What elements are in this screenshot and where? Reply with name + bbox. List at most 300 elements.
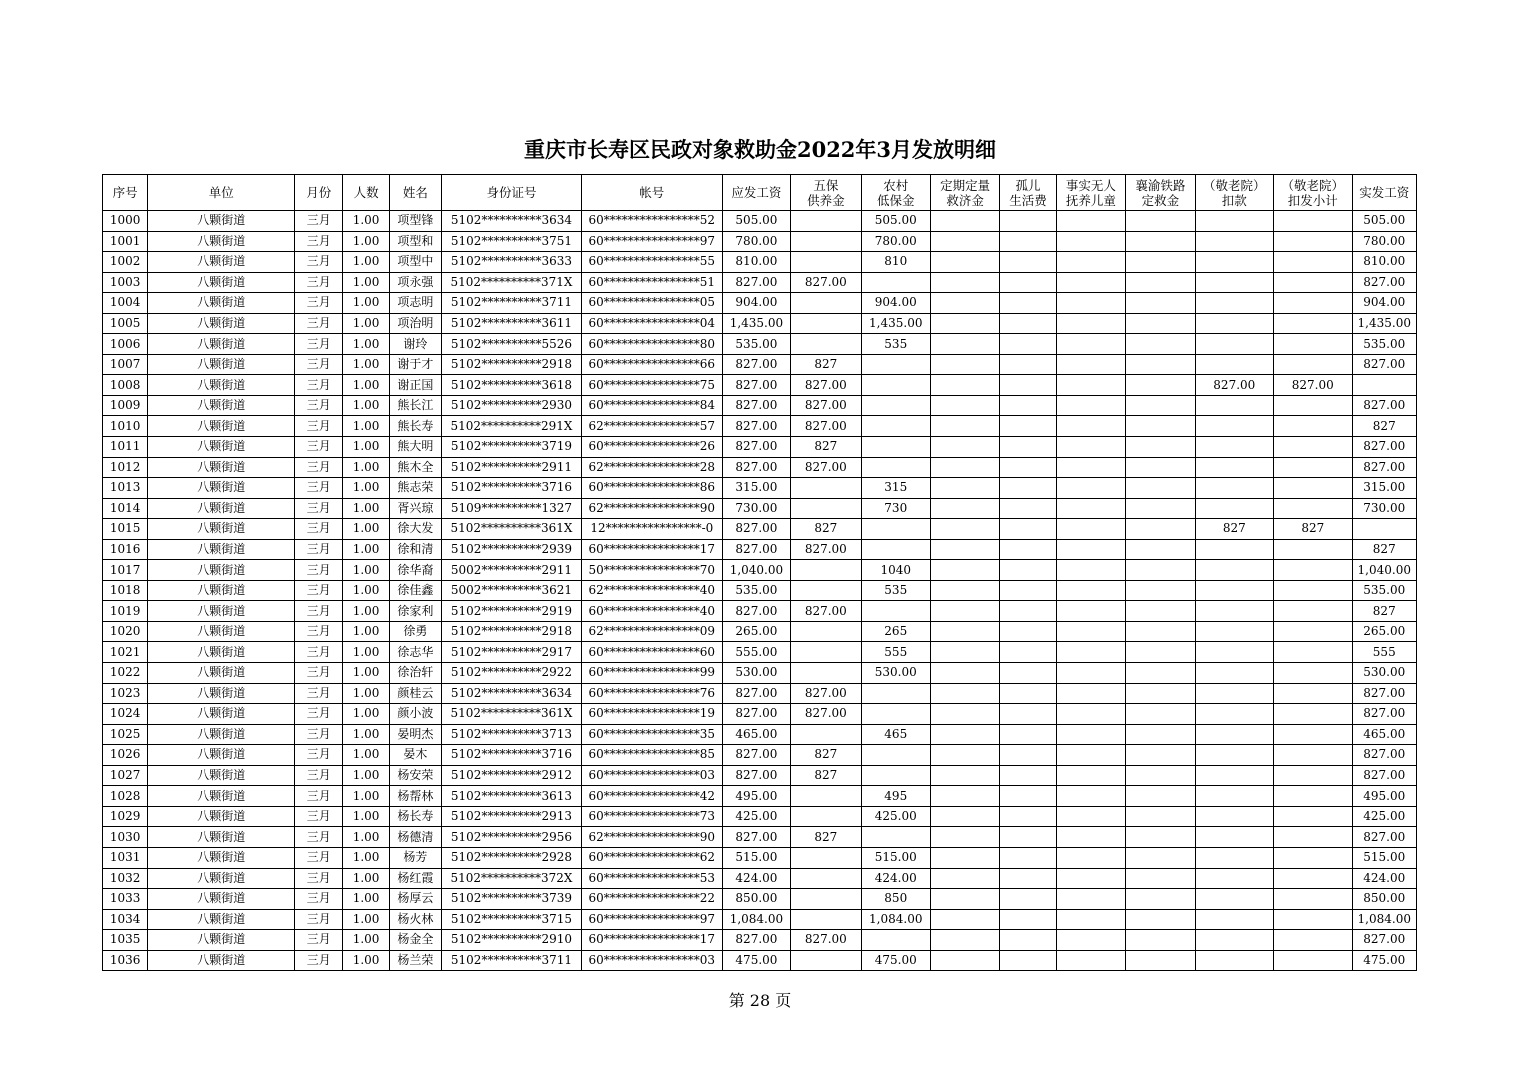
table-cell: 1007: [103, 354, 148, 375]
table-cell: 1.00: [343, 560, 389, 581]
table-cell: 八颗街道: [148, 313, 295, 334]
table-cell: 八颗街道: [148, 416, 295, 437]
table-cell: [1126, 663, 1195, 684]
table-cell: 827.00: [791, 930, 861, 951]
table-row: [103, 498, 1417, 519]
column-header: 单位: [148, 175, 295, 211]
table-cell: 1009: [103, 395, 148, 416]
table-cell: 827.00: [1352, 827, 1417, 848]
table-cell: [1000, 847, 1056, 868]
table-row: [103, 395, 1417, 416]
table-cell: [1195, 827, 1273, 848]
table-cell: [1126, 478, 1195, 499]
table-cell: [930, 601, 999, 622]
table-cell: [1000, 806, 1056, 827]
table-cell: 827.00: [1352, 437, 1417, 458]
table-cell: 1030: [103, 827, 148, 848]
table-cell: 465.00: [722, 724, 790, 745]
table-cell: [930, 621, 999, 642]
table-cell: [861, 354, 930, 375]
table-cell: 5102**********3634: [442, 683, 582, 704]
table-cell: [1274, 313, 1352, 334]
table-cell: [791, 950, 861, 971]
page-title: 重庆市长寿区民政对象救助金2022年3月发放明细: [523, 137, 997, 162]
table-cell: 827.00: [722, 745, 790, 766]
table-cell: [1195, 231, 1273, 252]
table-cell: 827.00: [791, 683, 861, 704]
table-cell: 谢正国: [389, 375, 441, 396]
column-header: 农村 低保金: [861, 175, 930, 211]
table-cell: 1026: [103, 745, 148, 766]
table-cell: [930, 313, 999, 334]
table-cell: 827.00: [791, 601, 861, 622]
table-cell: 三月: [295, 272, 343, 293]
table-cell: [1000, 745, 1056, 766]
table-cell: 三月: [295, 889, 343, 910]
table-cell: [1126, 621, 1195, 642]
table-cell: [791, 868, 861, 889]
table-cell: 60****************85: [581, 745, 722, 766]
table-row: [103, 560, 1417, 581]
table-cell: 三月: [295, 745, 343, 766]
table-cell: 530.00: [722, 663, 790, 684]
table-cell: 杨德清: [389, 827, 441, 848]
table-cell: 827: [791, 437, 861, 458]
column-header: 实发工资: [1352, 175, 1417, 211]
table-cell: [1126, 539, 1195, 560]
table-cell: [930, 272, 999, 293]
table-row: [103, 478, 1417, 499]
table-cell: 三月: [295, 313, 343, 334]
table-cell: [1195, 950, 1273, 971]
table-cell: [1000, 560, 1056, 581]
table-cell: 1.00: [343, 765, 389, 786]
column-header: 序号: [103, 175, 148, 211]
table-cell: [930, 211, 999, 232]
table-cell: 八颗街道: [148, 909, 295, 930]
table-cell: 晏木: [389, 745, 441, 766]
table-cell: 475.00: [1352, 950, 1417, 971]
table-cell: [1274, 437, 1352, 458]
table-cell: [1000, 930, 1056, 951]
table-cell: [1195, 313, 1273, 334]
table-cell: 315.00: [1352, 478, 1417, 499]
table-cell: 5102**********2910: [442, 930, 582, 951]
table-cell: 5102**********3711: [442, 950, 582, 971]
table-cell: [1195, 765, 1273, 786]
table-cell: [1195, 909, 1273, 930]
table-cell: 5102**********3613: [442, 786, 582, 807]
table-cell: [1056, 457, 1125, 478]
table-cell: 1.00: [343, 724, 389, 745]
table-cell: 827.00: [722, 519, 790, 540]
table-cell: 八颗街道: [148, 868, 295, 889]
column-header: 定期定量 救济金: [930, 175, 999, 211]
table-cell: 60****************97: [581, 231, 722, 252]
table-cell: 1000: [103, 211, 148, 232]
table-cell: [1000, 457, 1056, 478]
table-cell: 5102**********372X: [442, 868, 582, 889]
table-cell: [1000, 704, 1056, 725]
table-cell: 315: [861, 478, 930, 499]
table-cell: 60****************84: [581, 395, 722, 416]
table-cell: [1274, 539, 1352, 560]
table-cell: 1012: [103, 457, 148, 478]
table-cell: [1056, 745, 1125, 766]
table-cell: [1274, 560, 1352, 581]
table-cell: [930, 786, 999, 807]
table-cell: [1126, 375, 1195, 396]
table-cell: 827.00: [791, 395, 861, 416]
table-cell: [1274, 786, 1352, 807]
table-cell: 827.00: [1352, 354, 1417, 375]
table-cell: 颜桂云: [389, 683, 441, 704]
table-cell: 三月: [295, 457, 343, 478]
table-cell: [1126, 580, 1195, 601]
table-cell: 475.00: [722, 950, 790, 971]
table-cell: 杨安荣: [389, 765, 441, 786]
table-cell: [1126, 765, 1195, 786]
table-cell: 八颗街道: [148, 498, 295, 519]
table-cell: 465: [861, 724, 930, 745]
table-cell: 八颗街道: [148, 642, 295, 663]
table-cell: 60****************22: [581, 889, 722, 910]
table-cell: [1056, 252, 1125, 273]
table-cell: [930, 724, 999, 745]
table-cell: [1195, 601, 1273, 622]
table-cell: 535: [861, 580, 930, 601]
table-cell: 60****************03: [581, 765, 722, 786]
table-cell: 杨长寿: [389, 806, 441, 827]
table-cell: 1.00: [343, 704, 389, 725]
table-cell: [861, 539, 930, 560]
table-cell: 1.00: [343, 683, 389, 704]
table-cell: 1025: [103, 724, 148, 745]
table-cell: [1000, 334, 1056, 355]
table-cell: [1126, 909, 1195, 930]
table-cell: 827.00: [722, 765, 790, 786]
table-cell: [1000, 765, 1056, 786]
table-cell: 谢玲: [389, 334, 441, 355]
table-cell: 265.00: [1352, 621, 1417, 642]
table-cell: 1015: [103, 519, 148, 540]
table-cell: [930, 663, 999, 684]
table-cell: 60****************86: [581, 478, 722, 499]
table-cell: 315.00: [722, 478, 790, 499]
table-cell: 5102**********3633: [442, 252, 582, 273]
table-cell: [930, 539, 999, 560]
table-cell: 60****************35: [581, 724, 722, 745]
table-cell: 三月: [295, 909, 343, 930]
table-cell: 530.00: [861, 663, 930, 684]
table-cell: [1274, 457, 1352, 478]
column-header: 人数: [343, 175, 389, 211]
table-cell: 三月: [295, 704, 343, 725]
table-cell: [791, 498, 861, 519]
table-cell: [861, 930, 930, 951]
table-cell: [1000, 354, 1056, 375]
table-cell: 60****************51: [581, 272, 722, 293]
table-cell: [1000, 313, 1056, 334]
table-cell: 60****************97: [581, 909, 722, 930]
table-cell: [791, 806, 861, 827]
table-cell: [1000, 539, 1056, 560]
table-cell: [930, 704, 999, 725]
table-row: [103, 354, 1417, 375]
table-cell: 850.00: [722, 889, 790, 910]
table-cell: 780.00: [1352, 231, 1417, 252]
table-cell: [1056, 621, 1125, 642]
table-cell: 八颗街道: [148, 478, 295, 499]
table-cell: [1126, 272, 1195, 293]
table-cell: 1016: [103, 539, 148, 560]
table-row: [103, 704, 1417, 725]
table-cell: 1018: [103, 580, 148, 601]
table-cell: [1056, 704, 1125, 725]
table-cell: [1000, 272, 1056, 293]
table-row: [103, 889, 1417, 910]
table-cell: 1.00: [343, 806, 389, 827]
table-cell: [1274, 621, 1352, 642]
table-row: [103, 621, 1417, 642]
table-cell: 1.00: [343, 827, 389, 848]
table-cell: 1,040.00: [722, 560, 790, 581]
table-cell: 5102**********5526: [442, 334, 582, 355]
column-header: 帐号: [581, 175, 722, 211]
table-cell: 827.00: [722, 437, 790, 458]
table-cell: [1126, 745, 1195, 766]
table-cell: 827.00: [1352, 683, 1417, 704]
table-cell: [1195, 663, 1273, 684]
table-cell: 八颗街道: [148, 889, 295, 910]
table-cell: 1.00: [343, 457, 389, 478]
table-cell: [1056, 827, 1125, 848]
table-cell: [1056, 663, 1125, 684]
table-cell: 八颗街道: [148, 519, 295, 540]
table-cell: 项型锋: [389, 211, 441, 232]
table-cell: [1056, 560, 1125, 581]
table-cell: 555.00: [722, 642, 790, 663]
table-row: [103, 293, 1417, 314]
table-cell: 1029: [103, 806, 148, 827]
table-row: [103, 868, 1417, 889]
table-cell: 475.00: [861, 950, 930, 971]
table-cell: 1.00: [343, 313, 389, 334]
table-cell: [791, 724, 861, 745]
table-cell: 827.00: [791, 539, 861, 560]
table-cell: 杨红霞: [389, 868, 441, 889]
table-cell: 62****************57: [581, 416, 722, 437]
table-cell: 熊大明: [389, 437, 441, 458]
table-cell: 62****************28: [581, 457, 722, 478]
table-cell: 5102**********2930: [442, 395, 582, 416]
table-cell: [1056, 847, 1125, 868]
table-cell: [1274, 580, 1352, 601]
table-cell: [1195, 252, 1273, 273]
table-cell: 1.00: [343, 334, 389, 355]
table-cell: [1056, 231, 1125, 252]
table-cell: 60****************17: [581, 930, 722, 951]
table-cell: 495: [861, 786, 930, 807]
table-cell: 三月: [295, 539, 343, 560]
table-cell: [1195, 847, 1273, 868]
table-cell: [1126, 293, 1195, 314]
table-row: [103, 806, 1417, 827]
table-cell: [1000, 786, 1056, 807]
table-cell: [1126, 437, 1195, 458]
table-cell: 465.00: [1352, 724, 1417, 745]
table-cell: [1195, 724, 1273, 745]
table-cell: [1056, 313, 1125, 334]
column-header: （敬老院） 扣款: [1195, 175, 1273, 211]
table-cell: 60****************60: [581, 642, 722, 663]
table-cell: 555: [861, 642, 930, 663]
table-cell: 730.00: [722, 498, 790, 519]
table-cell: 八颗街道: [148, 847, 295, 868]
table-cell: [1056, 539, 1125, 560]
table-cell: [1274, 498, 1352, 519]
table-cell: 三月: [295, 211, 343, 232]
table-cell: 515.00: [1352, 847, 1417, 868]
table-cell: 三月: [295, 663, 343, 684]
table-cell: 827.00: [722, 354, 790, 375]
table-cell: [861, 519, 930, 540]
table-cell: [1000, 868, 1056, 889]
table-cell: 780.00: [861, 231, 930, 252]
table-cell: 495.00: [722, 786, 790, 807]
table-cell: 827.00: [791, 457, 861, 478]
table-cell: [1195, 272, 1273, 293]
table-cell: 三月: [295, 334, 343, 355]
table-cell: 50****************70: [581, 560, 722, 581]
table-cell: [1195, 395, 1273, 416]
table-cell: 60****************53: [581, 868, 722, 889]
table-cell: [1056, 395, 1125, 416]
table-cell: 5102**********3618: [442, 375, 582, 396]
table-cell: 1031: [103, 847, 148, 868]
table-cell: 八颗街道: [148, 621, 295, 642]
table-cell: 1008: [103, 375, 148, 396]
table-cell: [791, 621, 861, 642]
table-cell: [1126, 231, 1195, 252]
table-cell: 827.00: [1195, 375, 1273, 396]
table-row: [103, 909, 1417, 930]
table-cell: 827.00: [1352, 272, 1417, 293]
table-cell: [1195, 704, 1273, 725]
table-cell: 1035: [103, 930, 148, 951]
table-cell: 三月: [295, 519, 343, 540]
table-cell: 1.00: [343, 539, 389, 560]
table-cell: 827.00: [722, 457, 790, 478]
table-cell: [930, 416, 999, 437]
table-cell: 827.00: [1352, 765, 1417, 786]
table-row: [103, 930, 1417, 951]
table-cell: 1034: [103, 909, 148, 930]
table-cell: [1274, 252, 1352, 273]
table-cell: 八颗街道: [148, 457, 295, 478]
table-cell: 424.00: [861, 868, 930, 889]
table-cell: 827.00: [1352, 704, 1417, 725]
table-cell: 三月: [295, 621, 343, 642]
table-cell: 1006: [103, 334, 148, 355]
table-cell: [1274, 334, 1352, 355]
table-cell: 1,084.00: [1352, 909, 1417, 930]
table-cell: [1195, 868, 1273, 889]
table-cell: 1.00: [343, 354, 389, 375]
table-cell: [930, 683, 999, 704]
table-cell: [1056, 950, 1125, 971]
table-cell: [1000, 395, 1056, 416]
table-cell: 项永强: [389, 272, 441, 293]
table-cell: [1056, 519, 1125, 540]
table-cell: 810.00: [1352, 252, 1417, 273]
table-cell: [1056, 724, 1125, 745]
table-cell: 颜小波: [389, 704, 441, 725]
table-cell: 827.00: [791, 272, 861, 293]
table-cell: [1056, 354, 1125, 375]
relief-fund-table: [102, 174, 1417, 971]
table-cell: [1000, 580, 1056, 601]
table-cell: [1195, 457, 1273, 478]
table-cell: 827.00: [722, 704, 790, 725]
table-cell: 熊长寿: [389, 416, 441, 437]
table-cell: 60****************04: [581, 313, 722, 334]
table-cell: [1056, 272, 1125, 293]
table-cell: 5102**********2911: [442, 457, 582, 478]
table-cell: 杨帮林: [389, 786, 441, 807]
table-cell: [930, 868, 999, 889]
table-cell: 1.00: [343, 786, 389, 807]
table-cell: 60****************76: [581, 683, 722, 704]
table-cell: [1274, 395, 1352, 416]
table-cell: 徐大发: [389, 519, 441, 540]
table-cell: 5102**********3751: [442, 231, 582, 252]
table-cell: [1000, 683, 1056, 704]
table-cell: 827.00: [722, 683, 790, 704]
table-cell: 1.00: [343, 211, 389, 232]
table-cell: 1.00: [343, 437, 389, 458]
table-cell: 827.00: [722, 827, 790, 848]
table-row: [103, 519, 1417, 540]
table-cell: 八颗街道: [148, 745, 295, 766]
table-cell: 1.00: [343, 868, 389, 889]
table-cell: 5102**********2918: [442, 621, 582, 642]
table-cell: 60****************99: [581, 663, 722, 684]
table-cell: [1274, 211, 1352, 232]
table-cell: 杨芳: [389, 847, 441, 868]
table-cell: 三月: [295, 252, 343, 273]
table-cell: [1195, 621, 1273, 642]
table-cell: [791, 313, 861, 334]
table-cell: 62****************90: [581, 827, 722, 848]
table-cell: 5102**********3739: [442, 889, 582, 910]
table-cell: [1000, 621, 1056, 642]
table-row: [103, 765, 1417, 786]
table-row: [103, 950, 1417, 971]
table-cell: 三月: [295, 930, 343, 951]
table-cell: 三月: [295, 498, 343, 519]
table-cell: [930, 765, 999, 786]
table-cell: 1017: [103, 560, 148, 581]
table-cell: [1352, 375, 1417, 396]
table-cell: [1056, 437, 1125, 458]
table-cell: 5102**********3711: [442, 293, 582, 314]
table-cell: [1274, 950, 1352, 971]
table-cell: [1126, 827, 1195, 848]
table-cell: 827.00: [791, 704, 861, 725]
table-cell: [861, 272, 930, 293]
table-cell: [1274, 293, 1352, 314]
